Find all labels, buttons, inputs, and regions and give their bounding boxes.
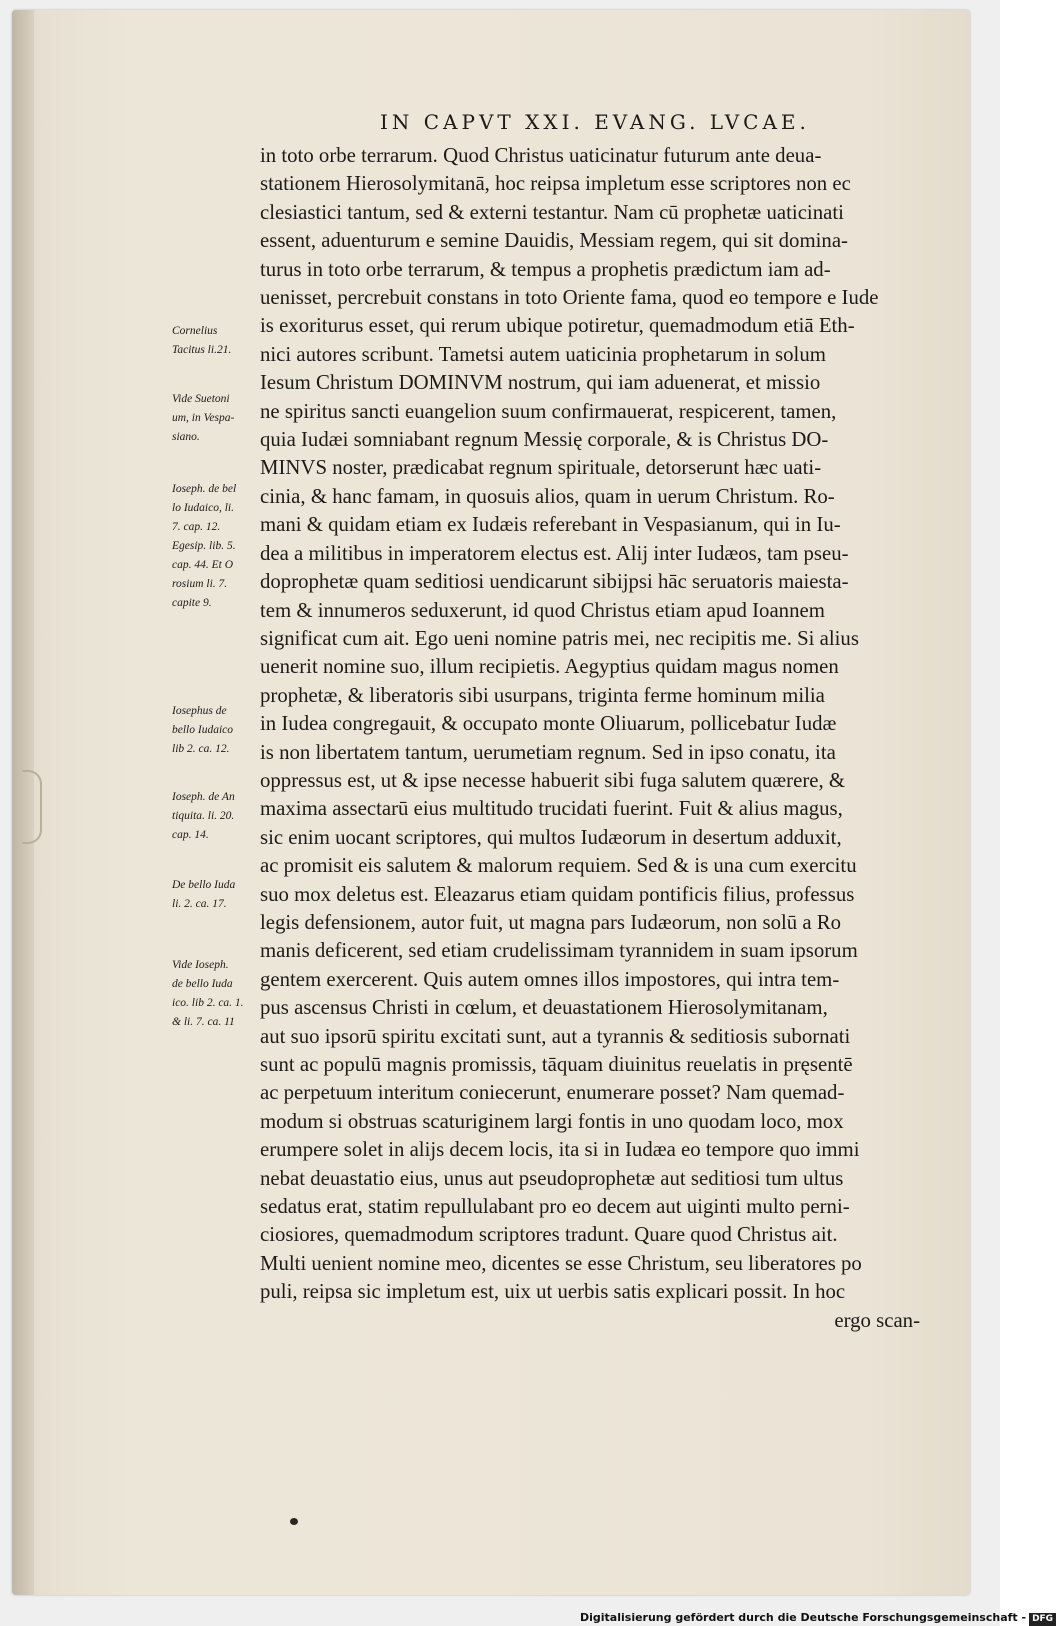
marginal-note-line: um, in Vespa- — [172, 412, 235, 424]
marginal-note — [172, 788, 262, 845]
binding-clasp-mark — [22, 770, 42, 844]
marginal-note-line: Vide Suetoni — [172, 393, 230, 405]
text-line: tem & innumeros seduxerunt, id quod Christus etiam apud Ioannem — [260, 598, 825, 622]
marginal-note-line: rosium li. 7. — [172, 578, 228, 590]
text-line: ac perpetuum interitum coniecerunt, enumerare posset? Nam quemad- — [260, 1081, 845, 1105]
text-line: essent, aduenturum e semine Dauidis, Messiam regem, qui sit domina- — [260, 229, 848, 253]
marginal-note — [172, 390, 262, 447]
marginal-note-line: 7. cap. 12. — [172, 521, 221, 533]
marginal-note-line: ico. lib 2. ca. 1. — [172, 997, 244, 1009]
text-line: maxima assectarū eius multitudo trucidati fuerint. Fuit & alius magus, — [260, 797, 843, 821]
catchword: ergo scan- — [834, 1308, 920, 1332]
text-line: is exoriturus esset, qui rerum ubique potiretur, quemadmodum etiā Eth- — [260, 314, 855, 338]
text-line: uenisset, percrebuit constans in toto Oriente fama, quod eo tempore e Iude — [260, 286, 879, 310]
marginal-note-line: & li. 7. ca. 11 — [172, 1016, 235, 1028]
marginal-note-line: lib 2. ca. 12. — [172, 743, 230, 755]
text-line: uenerit nomine suo, illum recipietis. Aegyptius quidam magus nomen — [260, 655, 839, 679]
text-line: is non libertatem tantum, uerumetiam regnum. Sed in ipso conatu, ita — [260, 740, 836, 764]
text-line: in Iudea congregauit, & occupato monte Oliuarum, pollicebatur Iudæ — [260, 712, 837, 736]
text-line: ciosiores, quemadmodum scriptores tradunt. Quare quod Christus ait. — [260, 1223, 838, 1247]
text-line: legis defensionem, autor fuit, ut magna pars Iudæorum, non solū a Ro — [260, 910, 842, 934]
marginal-note-line: siano. — [172, 431, 200, 443]
marginal-note-line: capite 9. — [172, 597, 212, 609]
marginal-note-line: Ioseph. de bel — [172, 483, 237, 495]
marginal-note-line: De bello Iuda — [172, 879, 236, 891]
text-line: manis deficerent, sed etiam crudelissimam tyrannidem in suam ipsorum — [260, 939, 858, 963]
text-line: MINVS noster, prædicabat regnum spirituale, detorserunt hæc uati- — [260, 456, 822, 480]
marginal-note-line: cap. 14. — [172, 829, 209, 841]
text-line: dea a militibus in imperatorem electus est. Alij inter Iudæos, tam pseu- — [260, 541, 849, 565]
text-line: ac promisit eis salutem & malorum requiem. Sed & is una cum exercitu — [260, 854, 857, 878]
text-line: puli, reipsa sic impletum est, uix ut uerbis satis explicari possit. In hoc — [260, 1280, 846, 1304]
marginal-note-line: bello Iudaico — [172, 724, 233, 736]
marginal-note — [172, 956, 262, 1032]
marginal-note — [172, 876, 262, 914]
text-line: pus ascensus Christi in cœlum, et deuastationem Hierosolymitanam, — [260, 996, 828, 1020]
dfg-logo: DFG — [1029, 1613, 1056, 1626]
text-line: oppressus est, ut & ipse necesse habuerit sibi fuga salutem quærere, & — [260, 768, 846, 792]
main-text-block — [260, 142, 920, 1335]
text-line: stationem Hierosolymitanā, hoc reipsa impletum esse scriptores non ec — [260, 172, 851, 196]
text-line: aut suo ipsorū spiritu excitati sunt, aut a tyrannis & seditiosis subornati — [260, 1024, 851, 1048]
marginal-note-line: Cornelius — [172, 325, 218, 337]
marginal-note-line: lo Iudaico, li. — [172, 502, 234, 514]
text-line: prophetæ, & liberatoris sibi usurpans, triginta ferme hominum milia — [260, 683, 825, 707]
marginal-note — [172, 702, 262, 759]
marginal-note-line: li. 2. ca. 17. — [172, 898, 227, 910]
text-line: erumpere solet in alijs decem locis, ita si in Iudæa eo tempore quo immi — [260, 1138, 860, 1162]
text-line: sunt ac populū magnis promissis, tāquam diuinitus reuelatis in pręsentē — [260, 1053, 853, 1076]
text-line: quia Iudæi somniabant regnum Messię corporale, & is Christus DO- — [260, 428, 829, 452]
marginal-note-line: Egesip. lib. 5. — [172, 540, 236, 552]
marginal-note-line: Ioseph. de An — [172, 791, 235, 803]
text-line: Iesum Christum DOMINVM nostrum, qui iam aduenerat, et missio — [260, 371, 821, 395]
text-line: doprophetæ quam seditiosi uendicarunt sibijpsi hāc seruatoris maiesta- — [260, 570, 849, 594]
marginal-note-line: cap. 44. Et O — [172, 559, 234, 571]
running-head: IN CAPVT XXI. EVANG. LVCAE. — [380, 110, 810, 134]
marginal-note — [172, 480, 262, 613]
text-line: Multi uenient nomine meo, dicentes se esse Christum, seu liberatores po — [260, 1251, 862, 1275]
marginal-note-line: Tacitus li.21. — [172, 344, 232, 356]
ink-speck — [290, 1518, 298, 1525]
text-line: turus in toto orbe terrarum, & tempus a prophetis prædictum iam ad- — [260, 257, 831, 281]
text-line: mani & quidam etiam ex Iudæis referebant in Vespasianum, qui in Iu- — [260, 513, 841, 537]
text-line: cinia, & hanc famam, in quosuis alios, quam in uerum Christum. Ro- — [260, 484, 835, 508]
marginal-note — [172, 322, 262, 360]
text-line: sic enim uocant scriptores, qui multos Iudæorum in desertum adduxit, — [260, 825, 842, 849]
digitization-footer — [580, 1610, 1054, 1626]
text-line: significat cum ait. Ego ueni nomine patris mei, nec recipitis me. Si alius — [260, 626, 859, 650]
text-line: suo mox deletus est. Eleazarus etiam quidam pontificis filius, professus — [260, 882, 855, 906]
text-line: nebat deuastatio eius, unus aut pseudoprophetæ aut seditiosi tum ultus — [260, 1166, 844, 1190]
text-line: nici autores scribunt. Tametsi autem uaticinia prophetarum in solum — [260, 342, 826, 366]
marginal-note-line: tiquita. li. 20. — [172, 810, 235, 822]
marginal-note-line: de bello Iuda — [172, 978, 233, 990]
text-line: in toto orbe terrarum. Quod Christus uaticinatur futurum ante deua- — [260, 144, 822, 167]
text-line: clesiastici tantum, sed & externi testantur. Nam cū prophetæ uaticinati — [260, 200, 844, 224]
text-line: sedatus erat, statim repullulabant pro eo decem aut uiginti multo perni- — [260, 1195, 850, 1219]
marginal-note-line: Vide Ioseph. — [172, 959, 229, 971]
footer-text: Digitalisierung gefördert durch die Deutsche Forschungsgemeinschaft - — [580, 1611, 1027, 1624]
text-line: ne spiritus sancti euangelion suum confirmauerat, respicerent, tamen, — [260, 399, 837, 423]
text-line: gentem exercerent. Quis autem omnes illos impostores, qui intra tem- — [260, 967, 840, 991]
marginal-note-line: Iosephus de — [172, 705, 227, 717]
text-line: modum si obstruas scaturiginem largi fontis in uno quodam loco, mox — [260, 1109, 844, 1133]
